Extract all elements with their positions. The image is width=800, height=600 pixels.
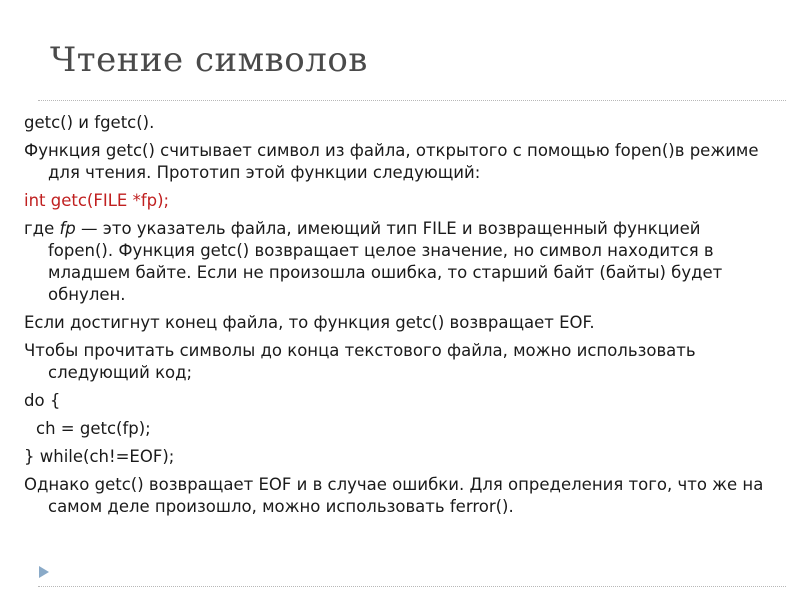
paragraph-fp-explanation (24, 218, 764, 306)
code-while-line: } while(ch!=EOF); (24, 447, 175, 466)
slide-content (24, 112, 764, 524)
paragraph-getc-fgetc: getc() и fgetc(). (24, 113, 155, 132)
code-prototype: int getc(FILE *fp); (24, 191, 170, 210)
paragraph-eof: Если достигнут конец файла, то функция getc() возвращает EOF. (24, 313, 595, 332)
code-do-line: do { (24, 391, 61, 410)
slide-title: Чтение символов (50, 40, 368, 80)
paragraph-ferror: Однако getc() возвращает EOF и в случае ошибки. Для определения того, что же на самом деле произошло, можно использовать ferror(). (24, 475, 764, 516)
footer-divider (38, 586, 786, 587)
paragraph-fp-prefix: где (24, 219, 60, 238)
paragraph-fp-rest: — это указатель файла, имеющий тип FILE и возвращенный функцией fopen(). Функция getc() возвращает целое значение, но символ находится в младшем байте. Если не произошла ошибка, то старший байт (байты) будет обнулен. (48, 219, 723, 304)
paragraph-getc-description: Функция getc() считывает символ из файла, открытого с помощью fopen()в режиме для чтения. Прототип этой функции следующий: (24, 141, 759, 182)
title-divider (38, 100, 786, 101)
paragraph-read-loop-intro: Чтобы прочитать символы до конца текстового файла, можно использовать следующий код; (24, 341, 696, 382)
code-getc-line: ch = getc(fp); (36, 419, 151, 438)
triangle-right-icon (38, 566, 50, 578)
fp-italic: fp (59, 219, 76, 238)
